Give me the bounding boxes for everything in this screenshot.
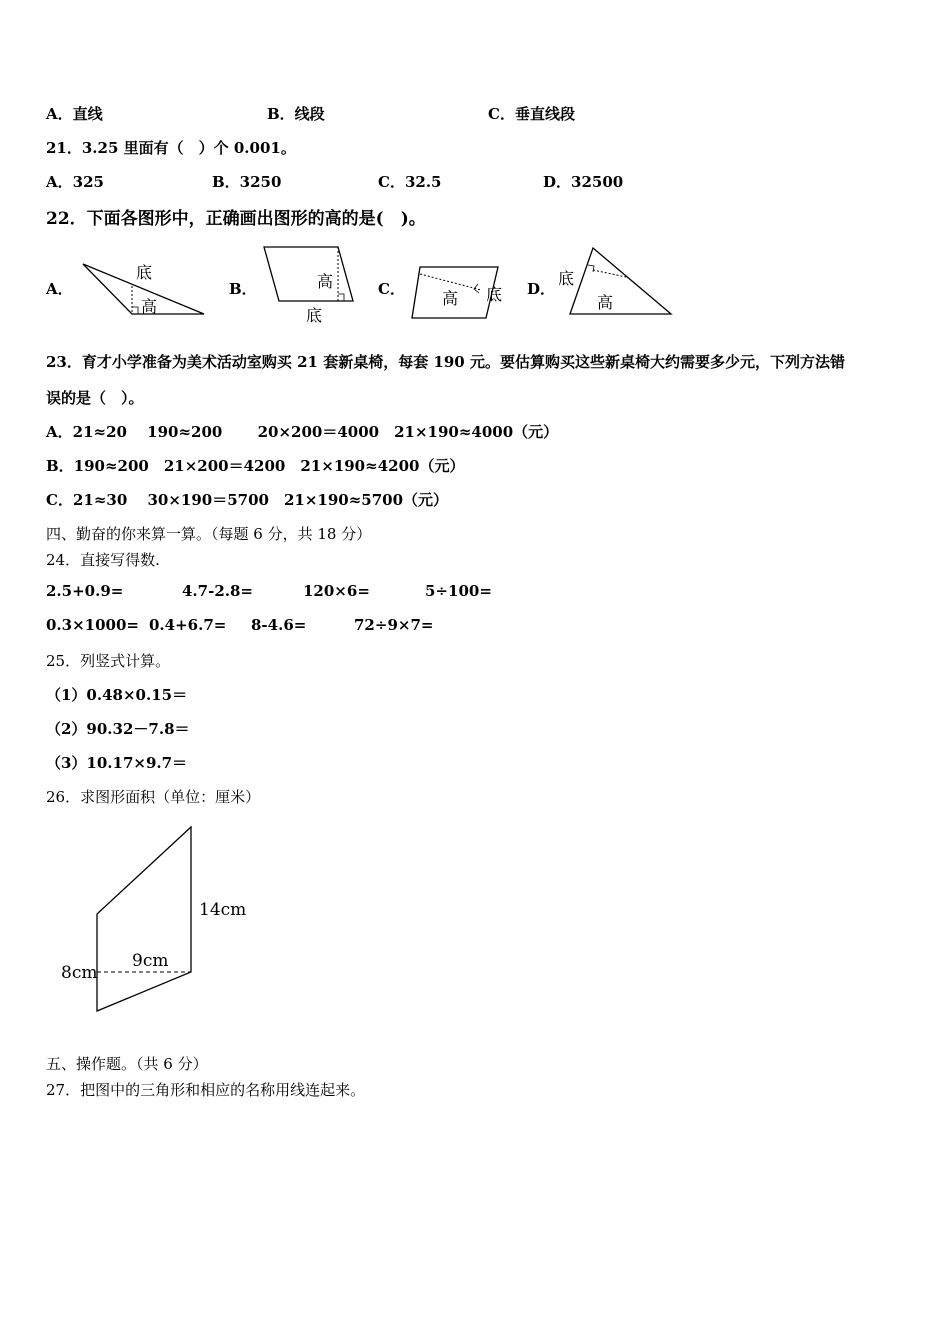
section-5-heading: 五、操作题。（共 6 分） [46,1055,208,1073]
q24-r2-c1: 0.3×1000= [46,616,139,634]
q22-option-b-letter: B． [229,280,257,298]
fig-a-height-label: 高 [141,297,158,316]
q26-stem: 26．求图形面积（单位：厘米） [46,788,261,806]
q22-figure-c [408,262,512,324]
q27-stem: 27．把图中的三角形和相应的名称用线连起来。 [46,1081,366,1099]
q23-stem-line1: 23．育才小学准备为美术活动室购买 21 套新桌椅，每套 190 元。要估算购买这些新桌椅大约需要多少元，下列方法错 [46,353,845,371]
q21-option-b: B．3250 [212,173,282,191]
q23-option-a: A．21≈20 190≈200 20×200＝4000 21×190≈4000（元） [46,423,559,441]
q20-option-a: A．直线 [46,105,103,123]
q22-option-a-letter: A． [46,280,73,298]
q26-label-9cm: 9cm [132,951,169,971]
q26-trapezoid-figure [56,820,256,1020]
fig-b-height-label: 高 [317,272,334,291]
q22-option-d-letter: D． [527,280,556,298]
q25-item-3: （3）10.17×9.7＝ [46,754,188,772]
q26-label-8cm: 8cm [61,963,98,983]
q24-r2-c3: 8-4.6= [251,616,307,634]
fig-c-base-label: 底 [486,285,503,304]
q22-option-c-letter: C． [378,280,405,298]
q23-stem-line2: 误的是（ ）。 [46,389,144,407]
q20-option-b: B．线段 [267,105,325,123]
q23-option-c: C．21≈30 30×190＝5700 21×190≈5700（元） [46,491,449,509]
q24-r2-c2: 0.4+6.7= [149,616,227,634]
q21-option-a: A．325 [46,173,104,191]
q24-r1-c3: 120×6= [303,582,370,600]
q21-option-d: D．32500 [543,173,624,191]
q22-figure-b [258,243,358,325]
q24-r1-c4: 5÷100= [425,582,492,600]
q20-option-c: C．垂直线段 [488,105,575,123]
q24-r2-c4: 72÷9×7= [354,616,434,634]
q24-r1-c2: 4.7-2.8= [182,582,253,600]
q25-item-1: （1）0.48×0.15＝ [46,686,188,704]
q23-option-b: B．190≈200 21×200＝4200 21×190≈4200（元） [46,457,465,475]
q25-item-2: （2）90.32－7.8＝ [46,720,190,738]
q24-stem: 24．直接写得数. [46,551,160,569]
section-4-heading: 四、勤奋的你来算一算。（每题 6 分，共 18 分） [46,525,372,543]
q26-label-14cm: 14cm [199,900,247,920]
fig-d-height-label: 高 [597,293,614,312]
fig-d-base-label: 底 [558,269,575,288]
q24-r1-c1: 2.5+0.9= [46,582,124,600]
q21-stem: 21．3.25 里面有（ ）个 0.001。 [46,139,296,157]
q22-figure-a [78,256,208,318]
q21-option-c: C．32.5 [378,173,442,191]
fig-b-base-label: 底 [306,306,323,325]
q25-stem: 25．列竖式计算。 [46,652,171,670]
fig-c-height-label: 高 [442,289,459,308]
fig-a-base-label: 底 [136,263,153,282]
q22-stem: 22．下面各图形中，正确画出图形的高的是( )。 [46,209,426,229]
q22-figure-d [556,244,676,320]
